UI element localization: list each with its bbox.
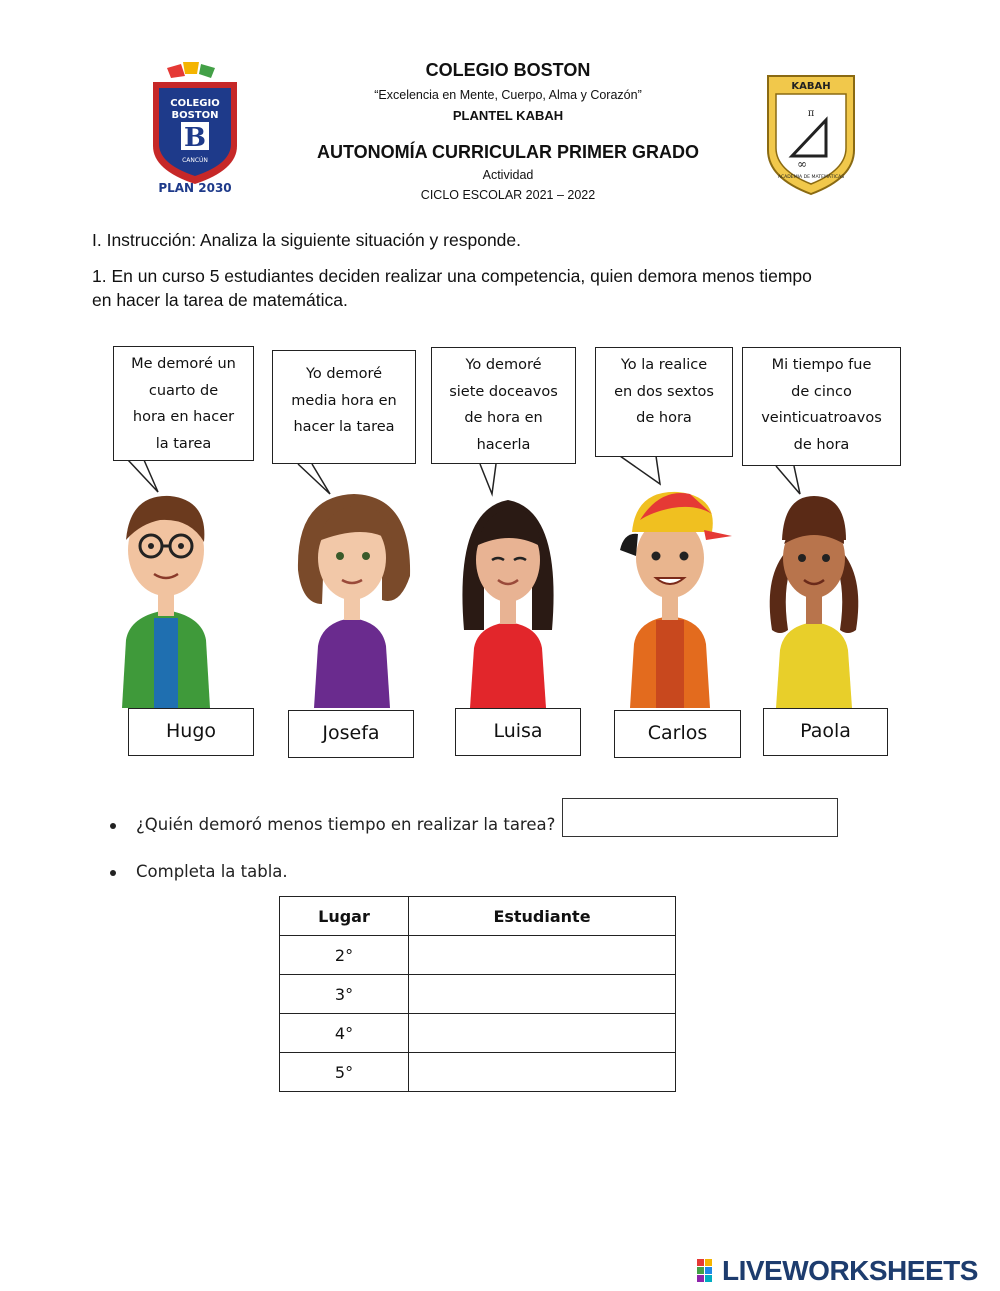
name-box-luisa: Luisa [455,708,581,756]
table-cell-lugar: 2° [280,936,409,975]
students-illustration [100,340,910,765]
question-2 [110,862,288,881]
question-1 [110,815,555,834]
speech-line: veinticuatroavos [761,410,882,426]
table-row [280,975,676,1014]
left-logo-line1: COLEGIO [170,98,220,109]
character-hugo [122,496,210,708]
speech-line: de hora en [464,410,543,426]
character-luisa [462,500,553,708]
problem-line-1: 1. En un curso 5 estudiantes deciden realizar una competencia, quien demora menos tiempo [92,266,812,286]
speech-line: media hora en [291,392,397,409]
speech-line: de cinco [791,383,852,400]
table-cell-estudiante-input[interactable] [409,1053,676,1092]
school-name: COLEGIO BOSTON [425,60,591,80]
speech-line: hacer la tarea [293,419,395,435]
table-row [280,936,676,975]
liveworksheets-logo[interactable]: LIVEWORKSHEETS [722,1255,978,1286]
speech-line: en dos sextos [614,383,714,400]
name-box-josefa: Josefa [288,710,414,758]
speech-bubble-josefa [272,350,416,464]
left-logo-letter: B [184,123,206,153]
table-cell-estudiante-input[interactable] [409,975,676,1014]
speech-line: Me demoré un [131,356,236,372]
question-1-text: ¿Quién demoró menos tiempo en realizar la tarea? [136,815,556,834]
table-header-lugar: Lugar [280,897,409,936]
instruction: I. Instrucción: Analiza la siguiente situación y responde. [92,230,521,250]
speech-line: de hora [636,410,692,426]
speech-bubble-luisa [431,347,576,464]
table-cell-lugar: 5° [280,1053,409,1092]
school-motto: “Excelencia en Mente, Cuerpo, Alma y Corazón” [374,88,642,102]
speech-bubble-carlos [595,347,733,457]
character-josefa [298,494,410,708]
table-cell-lugar: 3° [280,975,409,1014]
page-title: AUTONOMÍA CURRICULAR PRIMER GRADO [317,142,699,162]
character-carlos [620,492,732,708]
right-logo-label: KABAH [791,81,831,92]
bullet-icon [110,870,116,876]
right-logo-ring: ACADEMIA DE MATEMÁTICAS [777,175,845,180]
character-paola [770,496,859,708]
speech-line: Mi tiempo fue [771,357,872,373]
characters [100,480,910,710]
table-header-row [280,897,676,936]
ranking-table [279,896,676,1092]
campus-name: PLANTEL KABAH [452,108,564,123]
left-logo-city: CANCÚN [182,157,208,164]
bullet-icon [110,823,116,829]
svg-text:π: π [807,108,815,119]
school-cycle: CICLO ESCOLAR 2021 – 2022 [420,188,596,202]
speech-line: siete doceavos [449,383,558,400]
table-cell-lugar: 4° [280,1014,409,1053]
svg-text:∞: ∞ [797,157,807,171]
speech-line: Yo la realice [620,357,708,373]
table-header-estudiante: Estudiante [409,897,676,936]
speech-line: la tarea [155,435,212,452]
speech-line: Yo demoré [305,366,383,382]
table-row [280,1053,676,1092]
left-logo [145,58,245,198]
name-box-paola: Paola [763,708,888,756]
speech-line: hacerla [476,436,531,453]
speech-line: Yo demoré [465,357,542,373]
table-cell-estudiante-input[interactable] [409,1014,676,1053]
name-box-hugo: Hugo [128,708,254,756]
table-cell-estudiante-input[interactable] [409,936,676,975]
liveworksheets-icon [697,1259,719,1283]
name-box-carlos: Carlos [614,710,741,758]
table-row [280,1014,676,1053]
left-logo-line2: BOSTON [171,110,219,121]
problem-line-2: en hacer la tarea de matemática. [92,290,348,310]
speech-line: hora en hacer [132,409,235,425]
left-logo-plan: PLAN 2030 [158,181,232,195]
speech-bubble-hugo [113,346,254,461]
speech-line: cuarto de [148,382,219,399]
speech-bubble-paola [742,347,901,466]
speech-line: de hora [793,436,850,453]
question-2-text: Completa la tabla. [136,862,288,881]
right-logo [762,70,860,198]
activity-label: Actividad [482,168,534,182]
answer-input-fastest[interactable] [562,798,838,837]
